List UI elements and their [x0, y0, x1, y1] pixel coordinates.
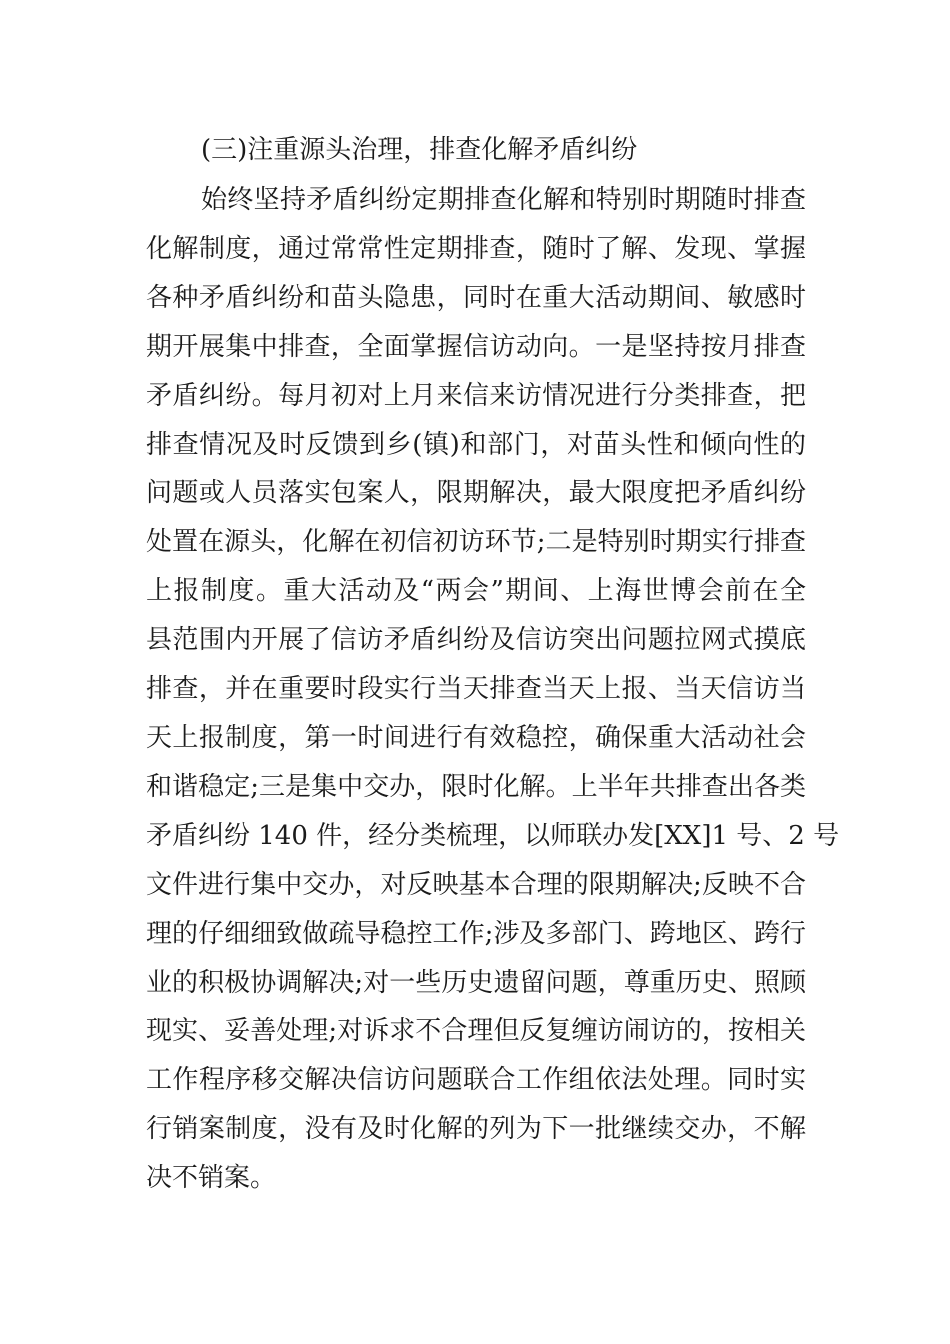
paragraph-line: 行销案制度，没有及时化解的列为下一批继续交办，不解 [146, 1114, 806, 1145]
section-heading: (三)注重源头治理，排查化解矛盾纠纷 [201, 135, 638, 165]
paragraph-line: 排查情况及时反馈到乡(镇)和部门，对苗头性和倾向性的 [146, 429, 806, 460]
paragraph-line: 工作程序移交解决信访问题联合工作组依法处理。同时实 [146, 1065, 806, 1096]
paragraph-line: 文件进行集中交办，对反映基本合理的限期解决;反映不合 [146, 869, 806, 900]
paragraph-line: 决不销案。 [146, 1163, 277, 1194]
paragraph-line: 问题或人员落实包案人，限期解决，最大限度把矛盾纠纷 [146, 478, 806, 509]
paragraph-line: 理的仔细细致做疏导稳控工作;涉及多部门、跨地区、跨行 [146, 918, 806, 949]
paragraph-line: 排查，并在重要时段实行当天排查当天上报、当天信访当 [146, 674, 806, 705]
paragraph-line: 业的积极协调解决;对一些历史遗留问题，尊重历史、照顾 [146, 967, 806, 998]
paragraph-line: 矛盾纠纷 140 件，经分类梳理，以师联办发[XX]1 号、2 号 [146, 820, 840, 851]
paragraph-line: 矛盾纠纷。每月初对上月来信来访情况进行分类排查，把 [146, 380, 806, 411]
paragraph-line: 期开展集中排查，全面掌握信访动向。一是坚持按月排查 [146, 331, 806, 362]
paragraph-line: 天上报制度，第一时间进行有效稳控，确保重大活动社会 [146, 722, 806, 753]
paragraph-line: 现实、妥善处理;对诉求不合理但反复缠访闹访的，按相关 [146, 1016, 806, 1047]
paragraph-line: 上报制度。重大活动及“两会”期间、上海世博会前在全 [146, 576, 806, 607]
paragraph-line: 县范围内开展了信访矛盾纠纷及信访突出问题拉网式摸底 [146, 625, 806, 656]
paragraph-line: 化解制度，通过常常性定期排查，随时了解、发现、掌握 [146, 233, 806, 264]
body-paragraph [146, 176, 840, 1203]
paragraph-line: 各种矛盾纠纷和苗头隐患，同时在重大活动期间、敏感时 [146, 282, 806, 313]
paragraph-line: 处置在源头，化解在初信初访环节;二是特别时期实行排查 [146, 527, 806, 558]
paragraph-line: 始终坚持矛盾纠纷定期排查化解和特别时期随时排查 [201, 185, 806, 215]
paragraph-line: 和谐稳定;三是集中交办，限时化解。上半年共排查出各类 [146, 771, 806, 802]
